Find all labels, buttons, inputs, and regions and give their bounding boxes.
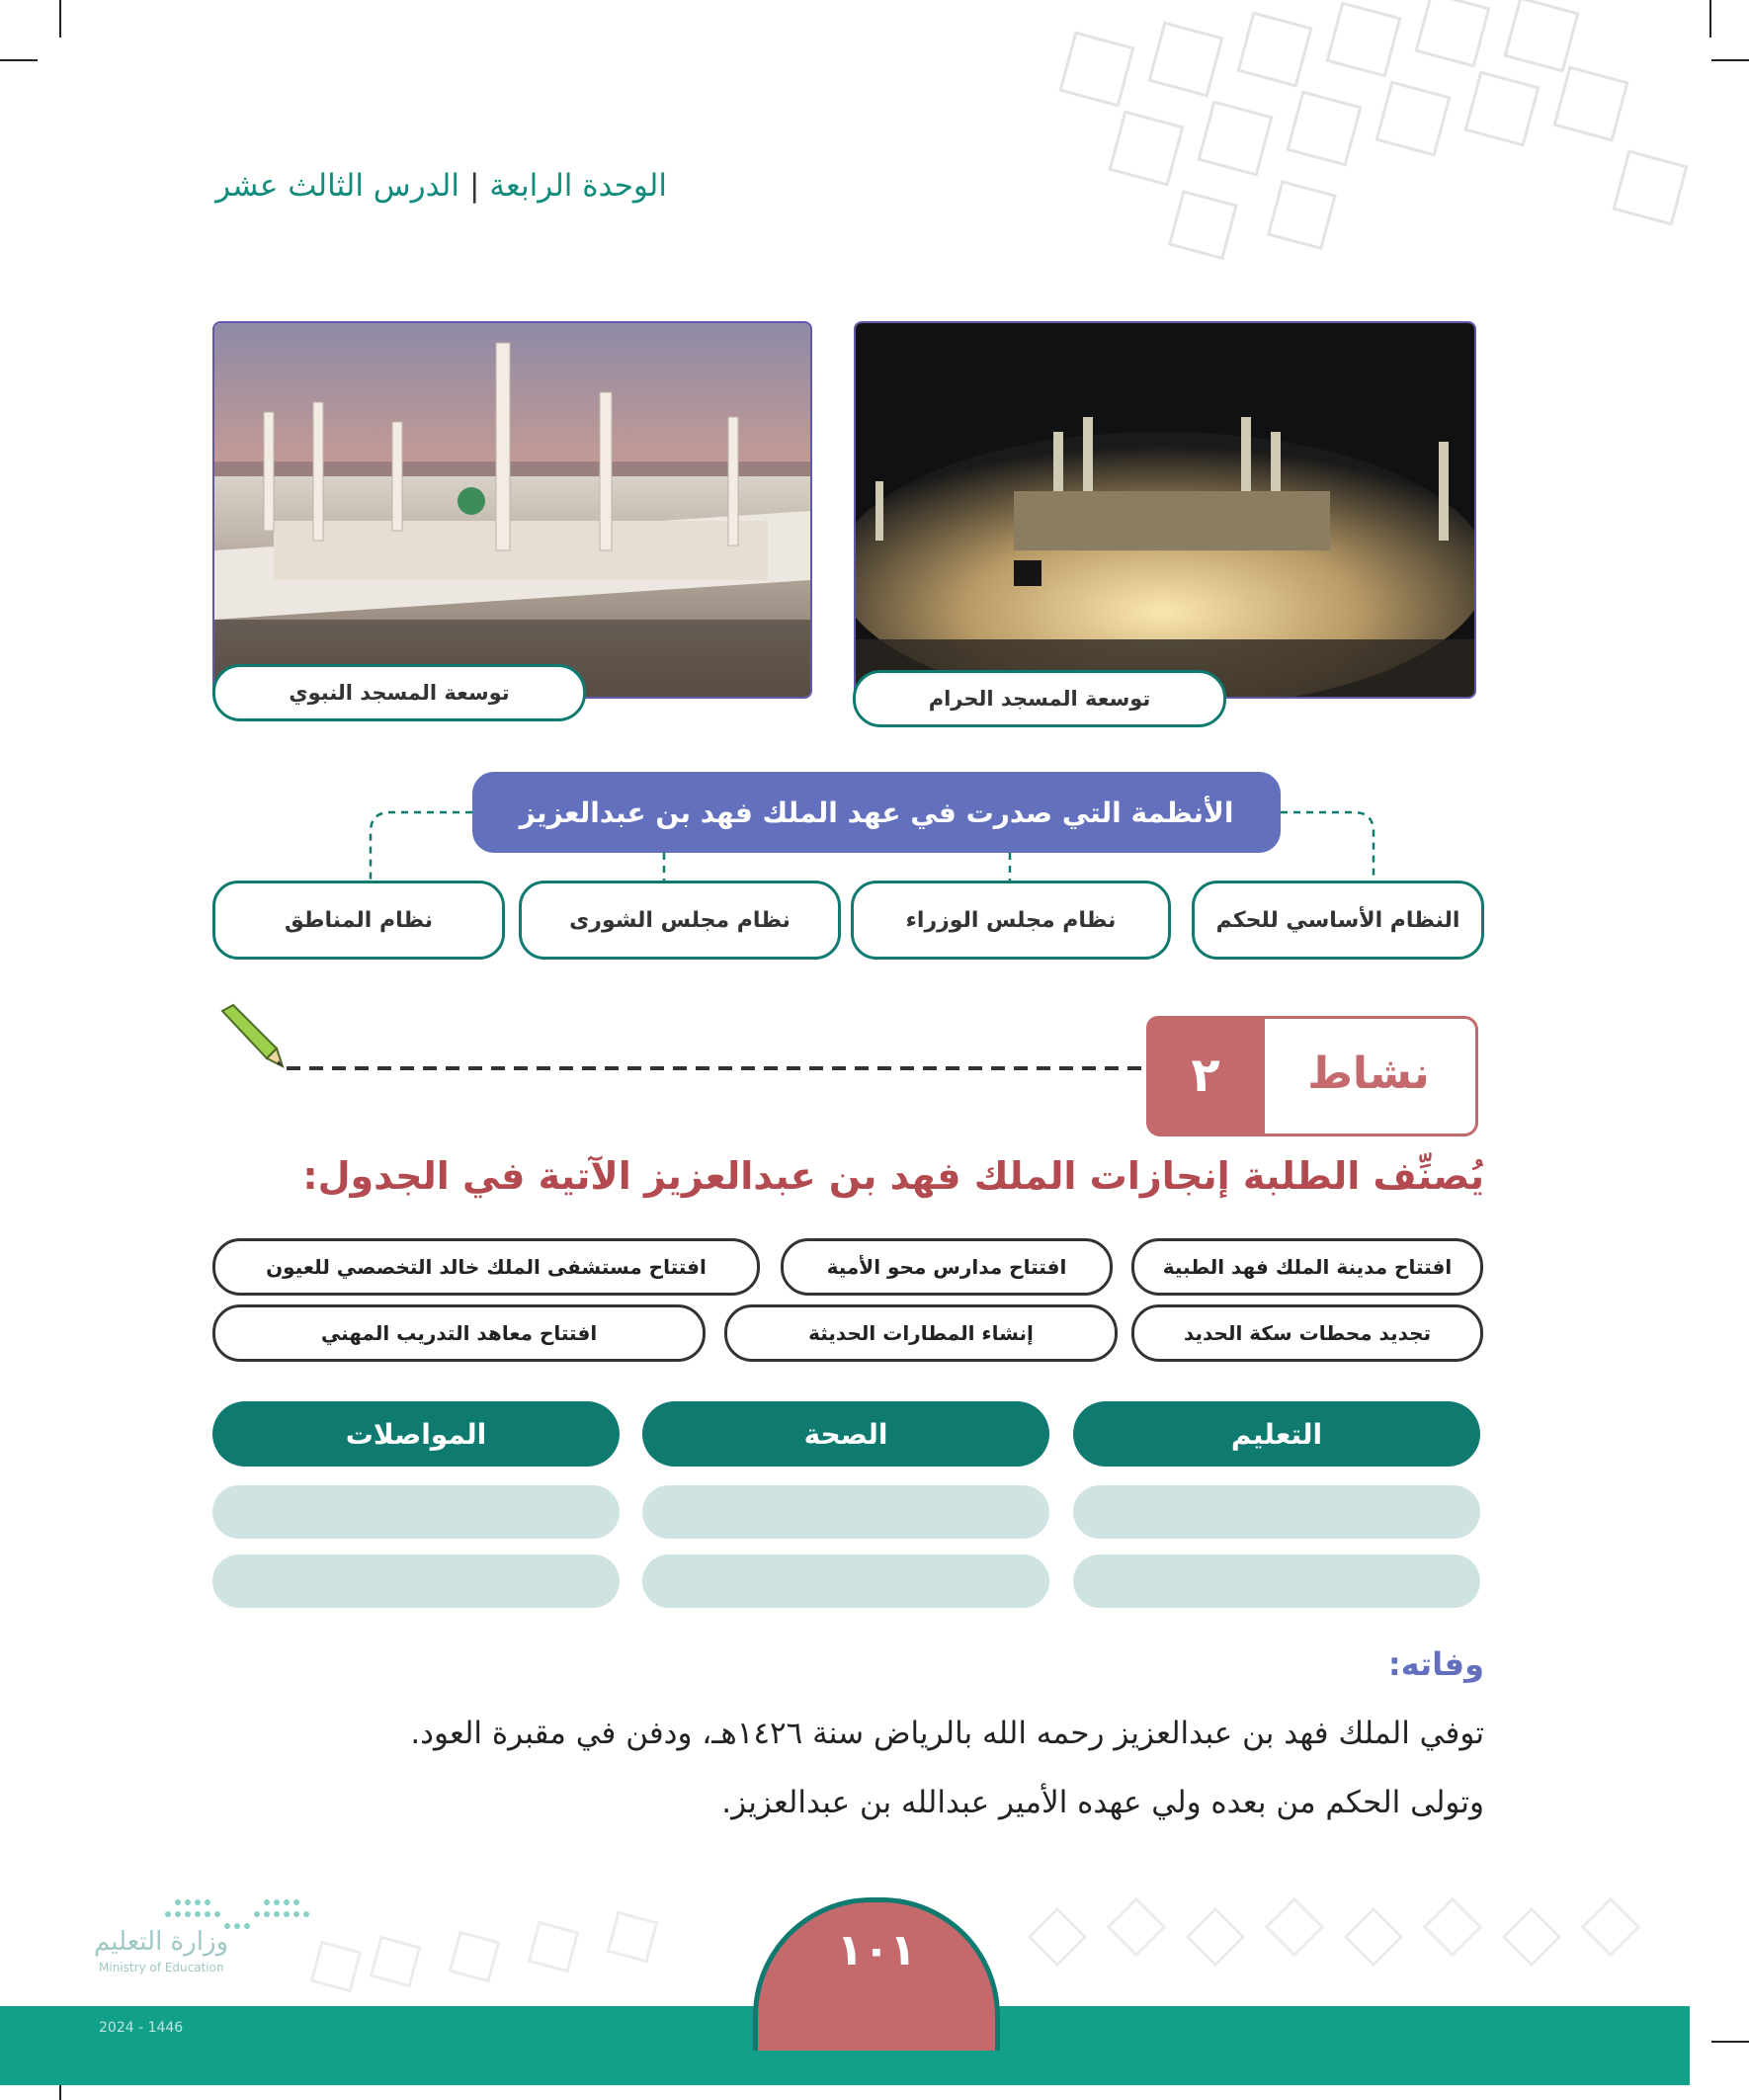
achievement-item — [212, 1238, 760, 1296]
systems-title: الأنظمة التي صدرت في عهد الملك فهد بن عبدالعزيز — [472, 772, 1281, 853]
edition-year: 2024 - 1446 — [99, 2020, 184, 2036]
table-cell-transport-1[interactable] — [212, 1485, 620, 1539]
achievement-item — [1131, 1304, 1483, 1362]
activity-label: نشاط — [1307, 1048, 1430, 1099]
system-shura-council — [519, 881, 841, 960]
pencil-icon — [217, 1003, 287, 1072]
ministry-name-en: Ministry of Education — [99, 1961, 224, 1974]
achievement-item — [1131, 1238, 1483, 1296]
achievement-item — [724, 1304, 1118, 1362]
achievement-label: افتتاح مدارس محو الأمية — [826, 1255, 1067, 1279]
achievement-label: افتتاح مدينة الملك فهد الطبية — [1162, 1255, 1453, 1279]
system-label: النظام الأساسي للحكم — [1215, 907, 1460, 933]
death-title: وفاته: — [1387, 1645, 1484, 1683]
crop-mark — [1711, 2041, 1749, 2043]
achievement-item — [212, 1304, 706, 1362]
systems-connectors — [0, 0, 1749, 889]
system-label: نظام المناطق — [284, 907, 434, 933]
system-label: نظام مجلس الوزراء — [905, 907, 1117, 933]
system-provinces — [212, 881, 505, 960]
caption-text: توسعة المسجد النبوي — [289, 681, 510, 705]
activity-instruction: يُصنِّف الطلبة إنجازات الملك فهد بن عبدالعزيز الآتية في الجدول: — [302, 1154, 1484, 1198]
page-number: ١٠١ — [836, 1925, 917, 1975]
achievement-item — [781, 1238, 1113, 1296]
activity-dashed-line — [287, 1065, 1151, 1071]
death-paragraph-line-2: وتولى الحكم من بعده ولي عهده الأمير عبدالله بن عبدالعزيز. — [721, 1785, 1484, 1820]
table-header-education: التعليم — [1073, 1401, 1480, 1467]
achievement-label: افتتاح مستشفى الملك خالد التخصصي للعيون — [266, 1255, 707, 1279]
table-cell-transport-2[interactable] — [212, 1554, 620, 1608]
lesson-label: الدرس الثالث عشر — [215, 168, 459, 204]
achievement-label: إنشاء المطارات الحديثة — [808, 1321, 1034, 1345]
table-cell-education-2[interactable] — [1073, 1554, 1480, 1608]
achievement-label: افتتاح معاهد التدريب المهني — [320, 1321, 598, 1345]
ministry-name: وزارة التعليم — [94, 1927, 229, 1957]
unit-label: الوحدة الرابعة — [489, 168, 667, 204]
death-paragraph-line-1: توفي الملك فهد بن عبدالعزيز رحمه الله بالرياض سنة ١٤٢٦هـ، ودفن في مقبرة العود. — [410, 1716, 1484, 1751]
table-cell-education-1[interactable] — [1073, 1485, 1480, 1539]
table-cell-health-1[interactable] — [642, 1485, 1049, 1539]
activity-number: ٢ — [1146, 1016, 1265, 1134]
system-basic-law — [1192, 881, 1484, 960]
header-separator: | — [468, 168, 480, 204]
system-label: نظام مجلس الشورى — [569, 907, 791, 933]
caption-text: توسعة المسجد الحرام — [928, 687, 1151, 711]
table-header-transport: المواصلات — [212, 1401, 620, 1467]
system-council-of-ministers — [851, 881, 1171, 960]
table-cell-health-2[interactable] — [642, 1554, 1049, 1608]
achievement-label: تجديد محطات سكة الحديد — [1183, 1321, 1432, 1345]
table-header-health: الصحة — [642, 1401, 1049, 1467]
